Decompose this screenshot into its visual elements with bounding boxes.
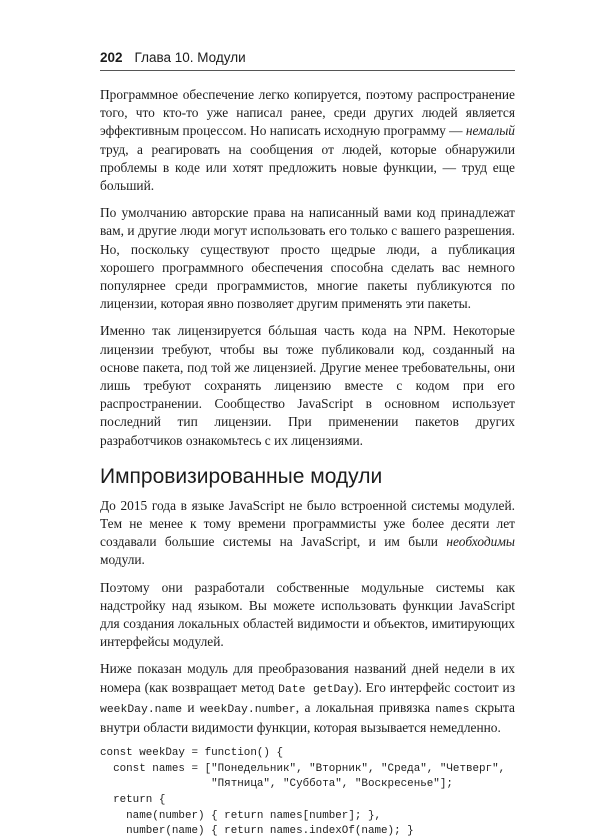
paragraph: До 2015 года в языке JavaScript не было встроенной системы модулей. Тем не менее к тому времени программисты уже более десяти лет создавали большие системы на JavaScript, и им были необходимы модули. [100, 497, 515, 568]
code-block: const weekDay = function() { const names = ["Понедельник", "Вторник", "Среда", "Четверг", "Пятница", "Суббота", "Воскресенье"]; return { name(number) { return names[number]; }, number(name) { return names.indexOf(name); } [100, 747, 506, 838]
chapter-title: Глава 10. Модули [134, 50, 246, 65]
inline-code: weekDay.number [200, 703, 296, 716]
paragraph: По умолчанию авторские права на написанный вами код принадлежат вам, и другие люди могут использовать его только с вашего разрешения. Но, поскольку существуют просто щедрые люди, а публикация хорошего программного обеспечения способна сделать вас немного популярнее среди программистов, многие пакеты публикуются по лицензии, которая явно позволяет другим применять эти пакеты. [100, 205, 515, 312]
section-heading: Импровизированные модули [100, 464, 383, 488]
paragraph: Поэтому они разработали собственные модульные системы как надстройку над языком. Вы можете использовать функции JavaScript для создания локальных областей видимости и объектов, имитирующих интерфейсы модулей. [100, 579, 515, 650]
header-rule [100, 70, 515, 71]
page-number: 202 [100, 50, 123, 65]
page-body [100, 86, 515, 840]
inline-code: weekDay.name [100, 703, 183, 716]
inline-code: Date getDay [278, 683, 354, 696]
running-header [100, 50, 515, 65]
paragraph: Ниже показан модуль для преобразования названий дней недели в их номера (как возвращает метод Date getDay). Его интерфейс состоит из weekDay.name и weekDay.number, а локальная привязка names скрыта внутри области видимости функции, которая вызывается немедленно. [100, 661, 515, 736]
paragraph: Именно так лицензируется бóльшая часть кода на NPM. Некоторые лицензии требуют, чтобы вы тоже публиковали код, созданный на основе пакета, под той же лицензией. Другие менее требовательны, они лишь требуют сохранять лицензию вместе с кодом при его распространении. Сообщество JavaScript в основном использует последний тип лицензии. При применении пакетов других разработчиков ознакомьтесь с их лицензиями. [100, 323, 515, 448]
paragraph: Программное обеспечение легко копируется, поэтому распространение того, что кто-то уже написал ранее, среди других людей является эффективным процессом. Но написать исходную программу — немалый труд, а реагировать на сообщения от людей, которые обнаружили проблемы в коде или хотят предложить новые функции, — труд еще больший. [100, 87, 516, 194]
inline-code: names [435, 703, 470, 716]
